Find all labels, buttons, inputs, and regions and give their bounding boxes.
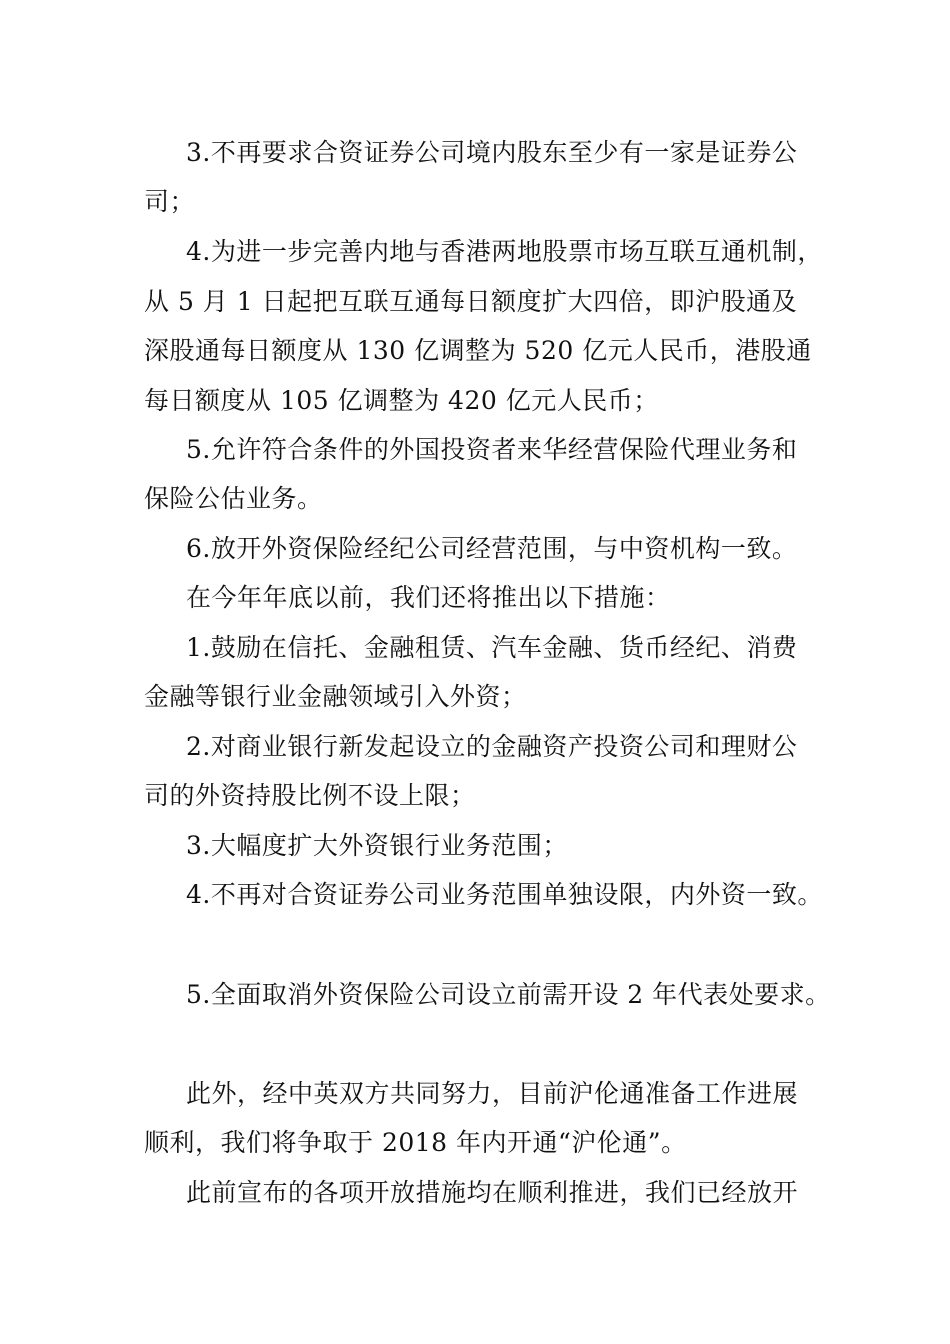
text-line: 金融等银行业金融领域引入外资； (144, 682, 527, 711)
text-line: 司的外资持股比例不设上限； (144, 781, 476, 810)
text-line: 1.鼓励在信托、金融租赁、汽车金融、货币经纪、消费 (186, 633, 798, 662)
text-line: 6.放开外资保险经纪公司经营范围，与中资机构一致。 (186, 534, 798, 563)
text-line: 顺利，我们将争取于 2018 年内开通“沪伦通”。 (144, 1128, 687, 1157)
text-line: 4.不再对合资证券公司业务范围单独设限，内外资一致。 (186, 880, 823, 909)
text-line: 4.为进一步完善内地与香港两地股票市场互联互通机制， (186, 237, 823, 266)
text-line: 司； (144, 187, 196, 216)
text-line: 3.大幅度扩大外资银行业务范围； (186, 831, 568, 860)
text-line: 2.对商业银行新发起设立的金融资产投资公司和理财公 (186, 732, 798, 761)
text-line: 保险公估业务。 (144, 484, 323, 513)
text-line: 此前宣布的各项开放措施均在顺利推进，我们已经放开 (186, 1178, 799, 1207)
text-line: 此外，经中英双方共同努力，目前沪伦通准备工作进展 (186, 1079, 799, 1108)
text-line: 5.允许符合条件的外国投资者来华经营保险代理业务和 (186, 435, 798, 464)
text-line: 3.不再要求合资证券公司境内股东至少有一家是证券公 (186, 138, 798, 167)
text-line: 从 5 月 1 日起把互联互通每日额度扩大四倍，即沪股通及 (144, 287, 798, 316)
text-line: 深股通每日额度从 130 亿调整为 520 亿元人民币，港股通 (144, 336, 812, 365)
text-line: 5.全面取消外资保险公司设立前需开设 2 年代表处要求。 (186, 980, 831, 1009)
text-line: 每日额度从 105 亿调整为 420 亿元人民币； (144, 386, 659, 415)
text-line: 在今年年底以前，我们还将推出以下措施： (186, 583, 671, 612)
